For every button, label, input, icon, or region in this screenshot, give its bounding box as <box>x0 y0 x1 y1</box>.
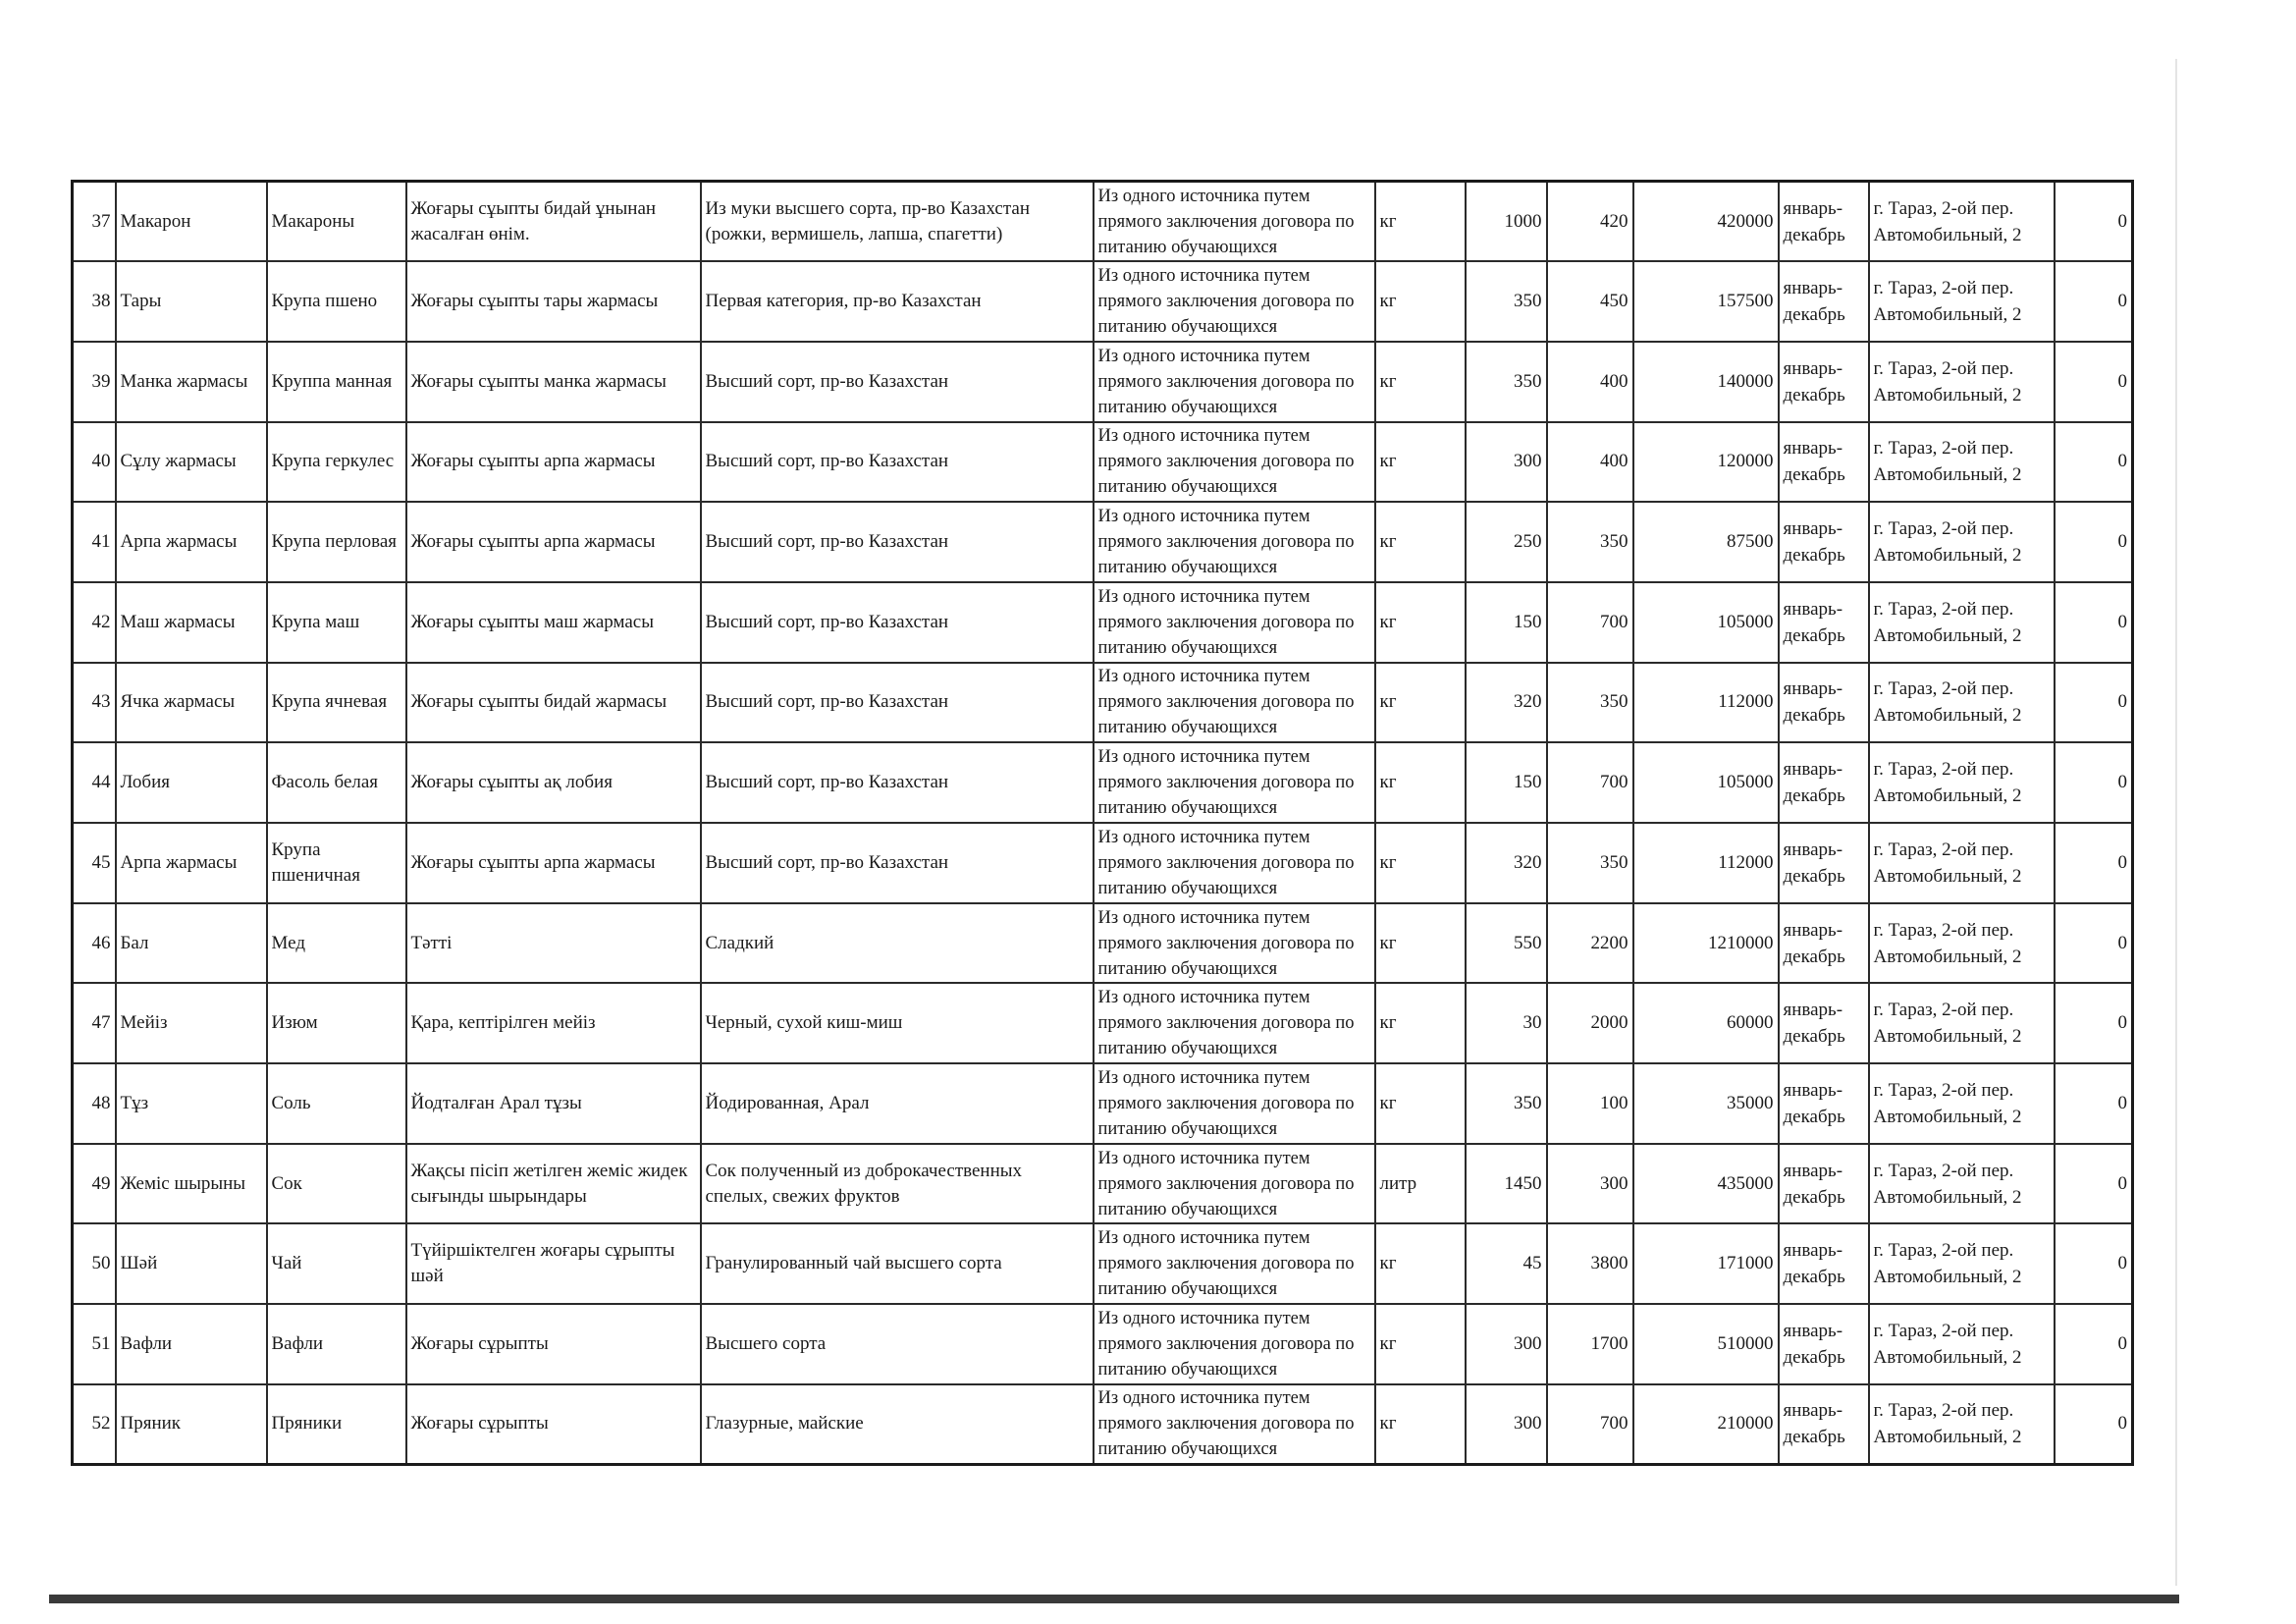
description-ru-cell: Высший сорт, пр-во Казахстан <box>701 823 1094 903</box>
unit-cell: кг <box>1375 663 1466 743</box>
unit-price-cell: 700 <box>1547 582 1633 663</box>
advance-cell: 0 <box>2055 422 2133 503</box>
unit-cell: кг <box>1375 261 1466 342</box>
total-sum-cell: 105000 <box>1633 582 1779 663</box>
table-row <box>73 823 2133 903</box>
description-ru-cell: Глазурные, майские <box>701 1384 1094 1465</box>
table-row <box>73 261 2133 342</box>
delivery-period-cell: январь-декабрь <box>1779 663 1869 743</box>
unit-cell: кг <box>1375 983 1466 1063</box>
row-number-cell: 37 <box>73 182 116 262</box>
procurement-method-cell: Из одного источника путем прямого заключения договора по питанию обучающихся <box>1094 182 1375 262</box>
description-kz-cell: Жоғары сұыпты ақ лобия <box>406 742 701 823</box>
table-row <box>73 342 2133 422</box>
unit-cell: кг <box>1375 1063 1466 1144</box>
delivery-address-cell: г. Тараз, 2-ой пер. Автомобильный, 2 <box>1869 823 2055 903</box>
delivery-period-cell: январь-декабрь <box>1779 422 1869 503</box>
table-row <box>73 663 2133 743</box>
unit-cell: кг <box>1375 1384 1466 1465</box>
advance-cell: 0 <box>2055 1144 2133 1224</box>
delivery-period-cell: январь-декабрь <box>1779 1304 1869 1384</box>
row-number-cell: 40 <box>73 422 116 503</box>
procurement-method-cell: Из одного источника путем прямого заключения договора по питанию обучающихся <box>1094 983 1375 1063</box>
delivery-address-cell: г. Тараз, 2-ой пер. Автомобильный, 2 <box>1869 983 2055 1063</box>
description-ru-cell: Высший сорт, пр-во Казахстан <box>701 742 1094 823</box>
item-name-ru-cell: Круппа манная <box>267 342 406 422</box>
item-name-kz-cell: Жеміс шырыны <box>116 1144 267 1224</box>
delivery-address-cell: г. Тараз, 2-ой пер. Автомобильный, 2 <box>1869 342 2055 422</box>
row-number-cell: 51 <box>73 1304 116 1384</box>
quantity-cell: 350 <box>1466 261 1547 342</box>
procurement-method-cell: Из одного источника путем прямого заключения договора по питанию обучающихся <box>1094 1304 1375 1384</box>
description-ru-cell: Гранулированный чай высшего сорта <box>701 1223 1094 1304</box>
item-name-kz-cell: Маш жармасы <box>116 582 267 663</box>
procurement-method-cell: Из одного источника путем прямого заключения договора по питанию обучающихся <box>1094 261 1375 342</box>
item-name-kz-cell: Арпа жармасы <box>116 502 267 582</box>
delivery-address-cell: г. Тараз, 2-ой пер. Автомобильный, 2 <box>1869 582 2055 663</box>
table-row <box>73 1384 2133 1465</box>
unit-price-cell: 2200 <box>1547 903 1633 984</box>
delivery-address-cell: г. Тараз, 2-ой пер. Автомобильный, 2 <box>1869 1223 2055 1304</box>
item-name-ru-cell: Соль <box>267 1063 406 1144</box>
quantity-cell: 1450 <box>1466 1144 1547 1224</box>
advance-cell: 0 <box>2055 582 2133 663</box>
row-number-cell: 38 <box>73 261 116 342</box>
total-sum-cell: 171000 <box>1633 1223 1779 1304</box>
table-row <box>73 1063 2133 1144</box>
unit-cell: кг <box>1375 903 1466 984</box>
item-name-ru-cell: Изюм <box>267 983 406 1063</box>
quantity-cell: 150 <box>1466 582 1547 663</box>
total-sum-cell: 112000 <box>1633 663 1779 743</box>
advance-cell: 0 <box>2055 823 2133 903</box>
item-name-kz-cell: Пряник <box>116 1384 267 1465</box>
delivery-period-cell: январь-декабрь <box>1779 1223 1869 1304</box>
quantity-cell: 150 <box>1466 742 1547 823</box>
description-kz-cell: Түйіршіктелген жоғары сұрыпты шәй <box>406 1223 701 1304</box>
procurement-method-cell: Из одного источника путем прямого заключения договора по питанию обучающихся <box>1094 1384 1375 1465</box>
description-ru-cell: Сладкий <box>701 903 1094 984</box>
delivery-address-cell: г. Тараз, 2-ой пер. Автомобильный, 2 <box>1869 903 2055 984</box>
item-name-kz-cell: Манка жармасы <box>116 342 267 422</box>
row-number-cell: 42 <box>73 582 116 663</box>
unit-price-cell: 400 <box>1547 342 1633 422</box>
unit-price-cell: 3800 <box>1547 1223 1633 1304</box>
unit-price-cell: 2000 <box>1547 983 1633 1063</box>
delivery-period-cell: январь-декабрь <box>1779 582 1869 663</box>
advance-cell: 0 <box>2055 502 2133 582</box>
delivery-period-cell: январь-декабрь <box>1779 502 1869 582</box>
delivery-address-cell: г. Тараз, 2-ой пер. Автомобильный, 2 <box>1869 422 2055 503</box>
total-sum-cell: 60000 <box>1633 983 1779 1063</box>
page-bottom-edge <box>49 1595 2179 1603</box>
description-kz-cell: Йодталған Арал тұзы <box>406 1063 701 1144</box>
total-sum-cell: 510000 <box>1633 1304 1779 1384</box>
table-row <box>73 903 2133 984</box>
table-row <box>73 983 2133 1063</box>
advance-cell: 0 <box>2055 1063 2133 1144</box>
table-row <box>73 742 2133 823</box>
item-name-kz-cell: Ячка жармасы <box>116 663 267 743</box>
row-number-cell: 45 <box>73 823 116 903</box>
delivery-address-cell: г. Тараз, 2-ой пер. Автомобильный, 2 <box>1869 261 2055 342</box>
delivery-period-cell: январь-декабрь <box>1779 1384 1869 1465</box>
item-name-ru-cell: Сок <box>267 1144 406 1224</box>
description-kz-cell: Жоғары сұыпты бидай ұнынан жасалған өнім. <box>406 182 701 262</box>
delivery-address-cell: г. Тараз, 2-ой пер. Автомобильный, 2 <box>1869 1304 2055 1384</box>
delivery-period-cell: январь-декабрь <box>1779 823 1869 903</box>
advance-cell: 0 <box>2055 983 2133 1063</box>
total-sum-cell: 210000 <box>1633 1384 1779 1465</box>
item-name-ru-cell: Чай <box>267 1223 406 1304</box>
total-sum-cell: 140000 <box>1633 342 1779 422</box>
description-ru-cell: Высший сорт, пр-во Казахстан <box>701 342 1094 422</box>
description-ru-cell: Высший сорт, пр-во Казахстан <box>701 663 1094 743</box>
item-name-ru-cell: Крупа геркулес <box>267 422 406 503</box>
description-kz-cell: Жоғары сұрыпты <box>406 1304 701 1384</box>
delivery-address-cell: г. Тараз, 2-ой пер. Автомобильный, 2 <box>1869 1063 2055 1144</box>
quantity-cell: 320 <box>1466 823 1547 903</box>
table-row <box>73 502 2133 582</box>
quantity-cell: 300 <box>1466 1384 1547 1465</box>
quantity-cell: 300 <box>1466 422 1547 503</box>
procurement-method-cell: Из одного источника путем прямого заключения договора по питанию обучающихся <box>1094 742 1375 823</box>
row-number-cell: 52 <box>73 1384 116 1465</box>
description-kz-cell: Қара, кептірілген мейіз <box>406 983 701 1063</box>
total-sum-cell: 105000 <box>1633 742 1779 823</box>
procurement-method-cell: Из одного источника путем прямого заключения договора по питанию обучающихся <box>1094 422 1375 503</box>
item-name-kz-cell: Бал <box>116 903 267 984</box>
table-row <box>73 182 2133 262</box>
item-name-kz-cell: Макарон <box>116 182 267 262</box>
table-row <box>73 1144 2133 1224</box>
description-kz-cell: Жоғары сұыпты арпа жармасы <box>406 502 701 582</box>
unit-price-cell: 700 <box>1547 1384 1633 1465</box>
unit-cell: кг <box>1375 582 1466 663</box>
advance-cell: 0 <box>2055 1223 2133 1304</box>
procurement-method-cell: Из одного источника путем прямого заключения договора по питанию обучающихся <box>1094 663 1375 743</box>
item-name-ru-cell: Вафли <box>267 1304 406 1384</box>
delivery-address-cell: г. Тараз, 2-ой пер. Автомобильный, 2 <box>1869 663 2055 743</box>
quantity-cell: 1000 <box>1466 182 1547 262</box>
procurement-method-cell: Из одного источника путем прямого заключения договора по питанию обучающихся <box>1094 1063 1375 1144</box>
unit-price-cell: 350 <box>1547 502 1633 582</box>
unit-price-cell: 350 <box>1547 823 1633 903</box>
description-kz-cell: Жоғары сұыпты маш жармасы <box>406 582 701 663</box>
table-row <box>73 1304 2133 1384</box>
unit-cell: кг <box>1375 342 1466 422</box>
unit-cell: кг <box>1375 182 1466 262</box>
unit-price-cell: 1700 <box>1547 1304 1633 1384</box>
row-number-cell: 48 <box>73 1063 116 1144</box>
item-name-kz-cell: Лобия <box>116 742 267 823</box>
unit-price-cell: 100 <box>1547 1063 1633 1144</box>
procurement-method-cell: Из одного источника путем прямого заключения договора по питанию обучающихся <box>1094 823 1375 903</box>
description-kz-cell: Жоғары сұыпты бидай жармасы <box>406 663 701 743</box>
advance-cell: 0 <box>2055 1384 2133 1465</box>
description-ru-cell: Высший сорт, пр-во Казахстан <box>701 422 1094 503</box>
quantity-cell: 300 <box>1466 1304 1547 1384</box>
item-name-kz-cell: Шәй <box>116 1223 267 1304</box>
unit-cell: кг <box>1375 502 1466 582</box>
delivery-period-cell: январь-декабрь <box>1779 742 1869 823</box>
advance-cell: 0 <box>2055 903 2133 984</box>
procurement-method-cell: Из одного источника путем прямого заключения договора по питанию обучающихся <box>1094 1144 1375 1224</box>
item-name-kz-cell: Сұлу жармасы <box>116 422 267 503</box>
delivery-period-cell: январь-декабрь <box>1779 342 1869 422</box>
procurement-method-cell: Из одного источника путем прямого заключения договора по питанию обучающихся <box>1094 1223 1375 1304</box>
description-kz-cell: Жоғары сұыпты арпа жармасы <box>406 823 701 903</box>
item-name-ru-cell: Крупа перловая <box>267 502 406 582</box>
delivery-period-cell: январь-декабрь <box>1779 1144 1869 1224</box>
quantity-cell: 45 <box>1466 1223 1547 1304</box>
description-kz-cell: Жоғары сұрыпты <box>406 1384 701 1465</box>
item-name-ru-cell: Крупа пшеничная <box>267 823 406 903</box>
description-ru-cell: Высшего сорта <box>701 1304 1094 1384</box>
table-body <box>73 182 2133 1465</box>
delivery-address-cell: г. Тараз, 2-ой пер. Автомобильный, 2 <box>1869 502 2055 582</box>
advance-cell: 0 <box>2055 742 2133 823</box>
description-kz-cell: Тәтті <box>406 903 701 984</box>
unit-price-cell: 450 <box>1547 261 1633 342</box>
unit-cell: кг <box>1375 1223 1466 1304</box>
row-number-cell: 47 <box>73 983 116 1063</box>
description-kz-cell: Жоғары сұыпты манка жармасы <box>406 342 701 422</box>
unit-cell: кг <box>1375 742 1466 823</box>
quantity-cell: 350 <box>1466 342 1547 422</box>
procurement-method-cell: Из одного источника путем прямого заключения договора по питанию обучающихся <box>1094 903 1375 984</box>
item-name-ru-cell: Крупа маш <box>267 582 406 663</box>
table-row <box>73 1223 2133 1304</box>
item-name-ru-cell: Фасоль белая <box>267 742 406 823</box>
description-ru-cell: Йодированная, Арал <box>701 1063 1094 1144</box>
unit-price-cell: 350 <box>1547 663 1633 743</box>
delivery-period-cell: январь-декабрь <box>1779 182 1869 262</box>
quantity-cell: 320 <box>1466 663 1547 743</box>
unit-price-cell: 300 <box>1547 1144 1633 1224</box>
unit-cell: литр <box>1375 1144 1466 1224</box>
item-name-ru-cell: Крупа пшено <box>267 261 406 342</box>
table-row <box>73 422 2133 503</box>
advance-cell: 0 <box>2055 342 2133 422</box>
table-row <box>73 582 2133 663</box>
page-edge-line <box>2175 59 2177 1586</box>
item-name-ru-cell: Крупа ячневая <box>267 663 406 743</box>
item-name-kz-cell: Тары <box>116 261 267 342</box>
row-number-cell: 50 <box>73 1223 116 1304</box>
description-kz-cell: Жоғары сұыпты арпа жармасы <box>406 422 701 503</box>
procurement-table-container <box>71 180 2132 1463</box>
procurement-table <box>71 180 2134 1466</box>
item-name-kz-cell: Вафли <box>116 1304 267 1384</box>
item-name-kz-cell: Тұз <box>116 1063 267 1144</box>
item-name-kz-cell: Мейіз <box>116 983 267 1063</box>
description-ru-cell: Сок полученный из доброкачественных спелых, свежих фруктов <box>701 1144 1094 1224</box>
description-kz-cell: Жоғары сұыпты тары жармасы <box>406 261 701 342</box>
delivery-address-cell: г. Тараз, 2-ой пер. Автомобильный, 2 <box>1869 182 2055 262</box>
row-number-cell: 43 <box>73 663 116 743</box>
description-kz-cell: Жақсы пісіп жетілген жеміс жидек сығынды шырындары <box>406 1144 701 1224</box>
quantity-cell: 250 <box>1466 502 1547 582</box>
unit-price-cell: 700 <box>1547 742 1633 823</box>
row-number-cell: 49 <box>73 1144 116 1224</box>
row-number-cell: 44 <box>73 742 116 823</box>
row-number-cell: 39 <box>73 342 116 422</box>
description-ru-cell: Черный, сухой киш-миш <box>701 983 1094 1063</box>
description-ru-cell: Высший сорт, пр-во Казахстан <box>701 502 1094 582</box>
row-number-cell: 41 <box>73 502 116 582</box>
total-sum-cell: 157500 <box>1633 261 1779 342</box>
delivery-period-cell: январь-декабрь <box>1779 261 1869 342</box>
description-ru-cell: Первая категория, пр-во Казахстан <box>701 261 1094 342</box>
total-sum-cell: 87500 <box>1633 502 1779 582</box>
procurement-method-cell: Из одного источника путем прямого заключения договора по питанию обучающихся <box>1094 342 1375 422</box>
procurement-method-cell: Из одного источника путем прямого заключения договора по питанию обучающихся <box>1094 582 1375 663</box>
delivery-period-cell: январь-декабрь <box>1779 903 1869 984</box>
unit-price-cell: 420 <box>1547 182 1633 262</box>
total-sum-cell: 1210000 <box>1633 903 1779 984</box>
total-sum-cell: 420000 <box>1633 182 1779 262</box>
procurement-method-cell: Из одного источника путем прямого заключения договора по питанию обучающихся <box>1094 502 1375 582</box>
total-sum-cell: 112000 <box>1633 823 1779 903</box>
unit-cell: кг <box>1375 823 1466 903</box>
advance-cell: 0 <box>2055 663 2133 743</box>
unit-price-cell: 400 <box>1547 422 1633 503</box>
description-ru-cell: Высший сорт, пр-во Казахстан <box>701 582 1094 663</box>
delivery-address-cell: г. Тараз, 2-ой пер. Автомобильный, 2 <box>1869 1144 2055 1224</box>
description-ru-cell: Из муки высшего сорта, пр-во Казахстан (рожки, вермишель, лапша, спагетти) <box>701 182 1094 262</box>
unit-cell: кг <box>1375 422 1466 503</box>
item-name-ru-cell: Пряники <box>267 1384 406 1465</box>
delivery-period-cell: январь-декабрь <box>1779 1063 1869 1144</box>
delivery-period-cell: январь-декабрь <box>1779 983 1869 1063</box>
total-sum-cell: 35000 <box>1633 1063 1779 1144</box>
total-sum-cell: 120000 <box>1633 422 1779 503</box>
advance-cell: 0 <box>2055 1304 2133 1384</box>
delivery-address-cell: г. Тараз, 2-ой пер. Автомобильный, 2 <box>1869 742 2055 823</box>
delivery-address-cell: г. Тараз, 2-ой пер. Автомобильный, 2 <box>1869 1384 2055 1465</box>
quantity-cell: 30 <box>1466 983 1547 1063</box>
item-name-ru-cell: Мед <box>267 903 406 984</box>
advance-cell: 0 <box>2055 261 2133 342</box>
quantity-cell: 350 <box>1466 1063 1547 1144</box>
quantity-cell: 550 <box>1466 903 1547 984</box>
row-number-cell: 46 <box>73 903 116 984</box>
advance-cell: 0 <box>2055 182 2133 262</box>
total-sum-cell: 435000 <box>1633 1144 1779 1224</box>
item-name-ru-cell: Макароны <box>267 182 406 262</box>
unit-cell: кг <box>1375 1304 1466 1384</box>
item-name-kz-cell: Арпа жармасы <box>116 823 267 903</box>
